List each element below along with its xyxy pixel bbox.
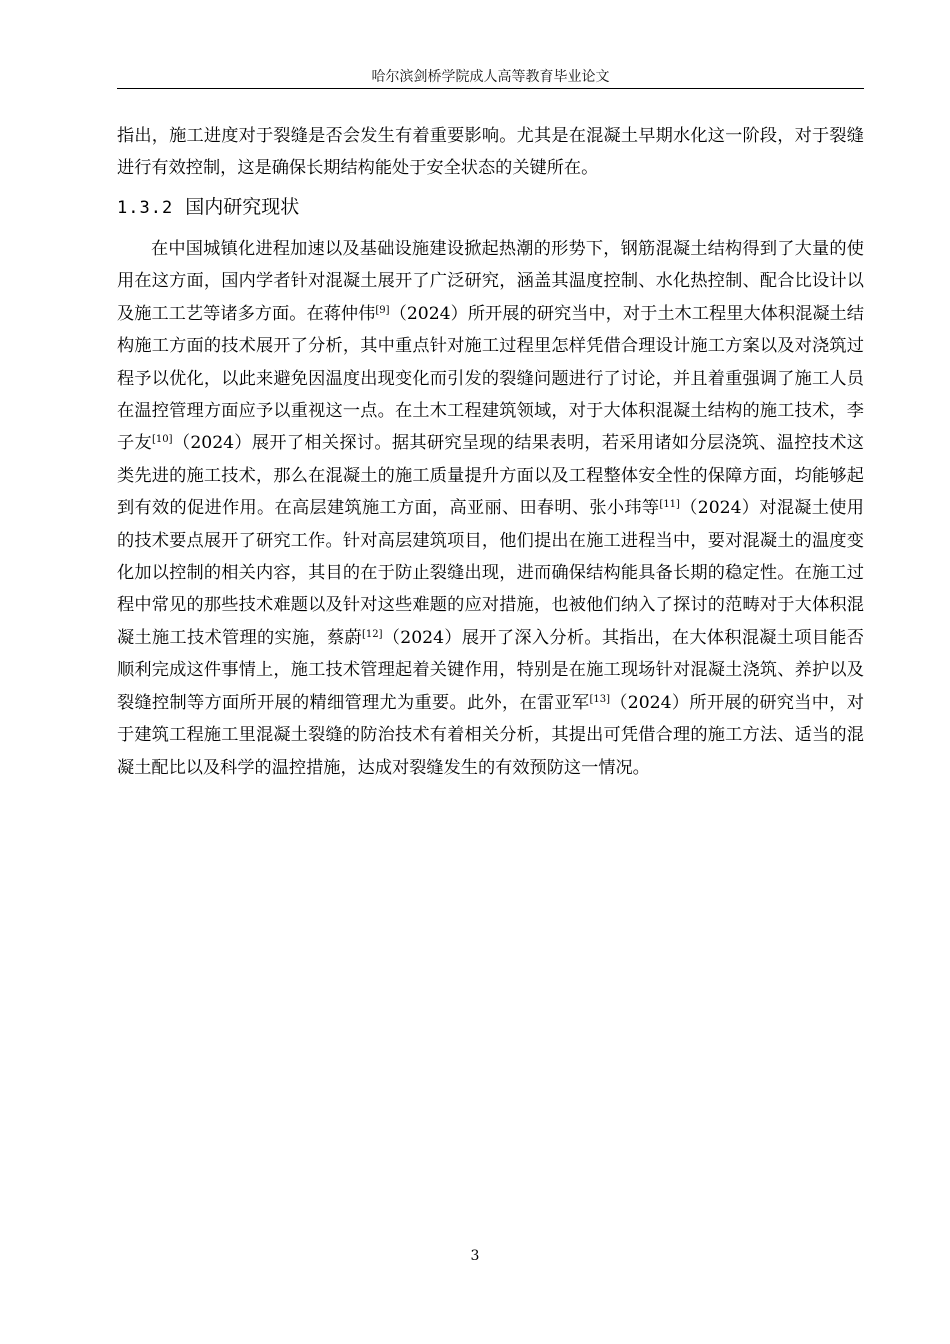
section-title: 国内研究现状: [185, 196, 300, 218]
paragraph-text: （2024）展开了深入分析。其指出，在大体积混凝土项目能否顺利完成这件事情上，施工技术管理起着关键作用，特别是在施工现场针对混凝土浇筑、养护以及裂缝控制等方面所开展的精细管理尤为重要。此外，在雷亚军: [117, 627, 864, 713]
header-divider: [117, 88, 864, 89]
paragraph-text: （2024）所开展的研究当中，对于建筑工程施工里混凝土裂缝的防治技术有着相关分析，其提出可凭借合理的施工方法、适当的混凝土配比以及科学的温控措施，达成对裂缝发生的有效预防这一情况。: [117, 692, 864, 778]
paragraph-text: 在中国城镇化进程加速以及基础设施建设掀起热潮的形势下，钢筋混凝土结构得到了大量的使用在这方面，国内学者针对混凝土展开了广泛研究，涵盖其温度控制、水化热控制、配合比设计以及施工工艺等诸多方面。在蒋仲伟: [117, 239, 864, 324]
citation-ref: [12]: [361, 628, 383, 640]
research-status-paragraph: [117, 233, 864, 784]
paragraph-text: （2024）展开了相关探讨。据其研究呈现的结果表明，若采用诸如分层浇筑、温控技术这类先进的施工技术，那么在混凝土的施工质量提升方面以及工程整体安全性的保障方面，均能够起到有效的促进作用。在高层建筑施工方面，高亚丽、田春明、张小玮等: [117, 433, 864, 519]
section-heading: [117, 193, 299, 222]
citation-ref: [10]: [152, 434, 173, 446]
paragraph-text: （2024）所开展的研究当中，对于土木工程里大体积混凝土结构施工方面的技术展开了分析，其中重点针对施工过程里怎样凭借合理设计施工方案以及对浇筑过程予以优化，以此来避免因温度出现变化而引发的裂缝问题进行了讨论，并且着重强调了施工人员在温控管理方面应予以重视这一点。在土木工程建筑领域，对于大体积混凝土结构的施工技术，李子友: [117, 303, 864, 454]
section-number: 1.3.2: [117, 198, 174, 218]
running-header: 哈尔滨剑桥学院成人高等教育毕业论文: [371, 69, 610, 85]
page-number: 3: [470, 1248, 480, 1264]
citation-ref: [13]: [589, 693, 610, 705]
paragraph-text: （2024）对混凝土使用的技术要点展开了研究工作。针对高层建筑项目，他们提出在施工进程当中，要对混凝土的温度变化加以控制的相关内容，其目的在于防止裂缝出现，进而确保结构能具备长期的稳定性。在施工过程中常见的那些技术难题以及针对这些难题的应对措施，也被他们纳入了探讨的范畴对于大体积混凝土施工技术管理的实施，蔡蔚: [117, 498, 864, 648]
continued-paragraph: 指出，施工进度对于裂缝是否会发生有着重要影响。尤其是在混凝土早期水化这一阶段，对于裂缝进行有效控制，这是确保长期结构能处于安全状态的关键所在。: [117, 126, 864, 179]
citation-ref: [11]: [659, 499, 680, 511]
citation-ref: [9]: [375, 304, 390, 316]
